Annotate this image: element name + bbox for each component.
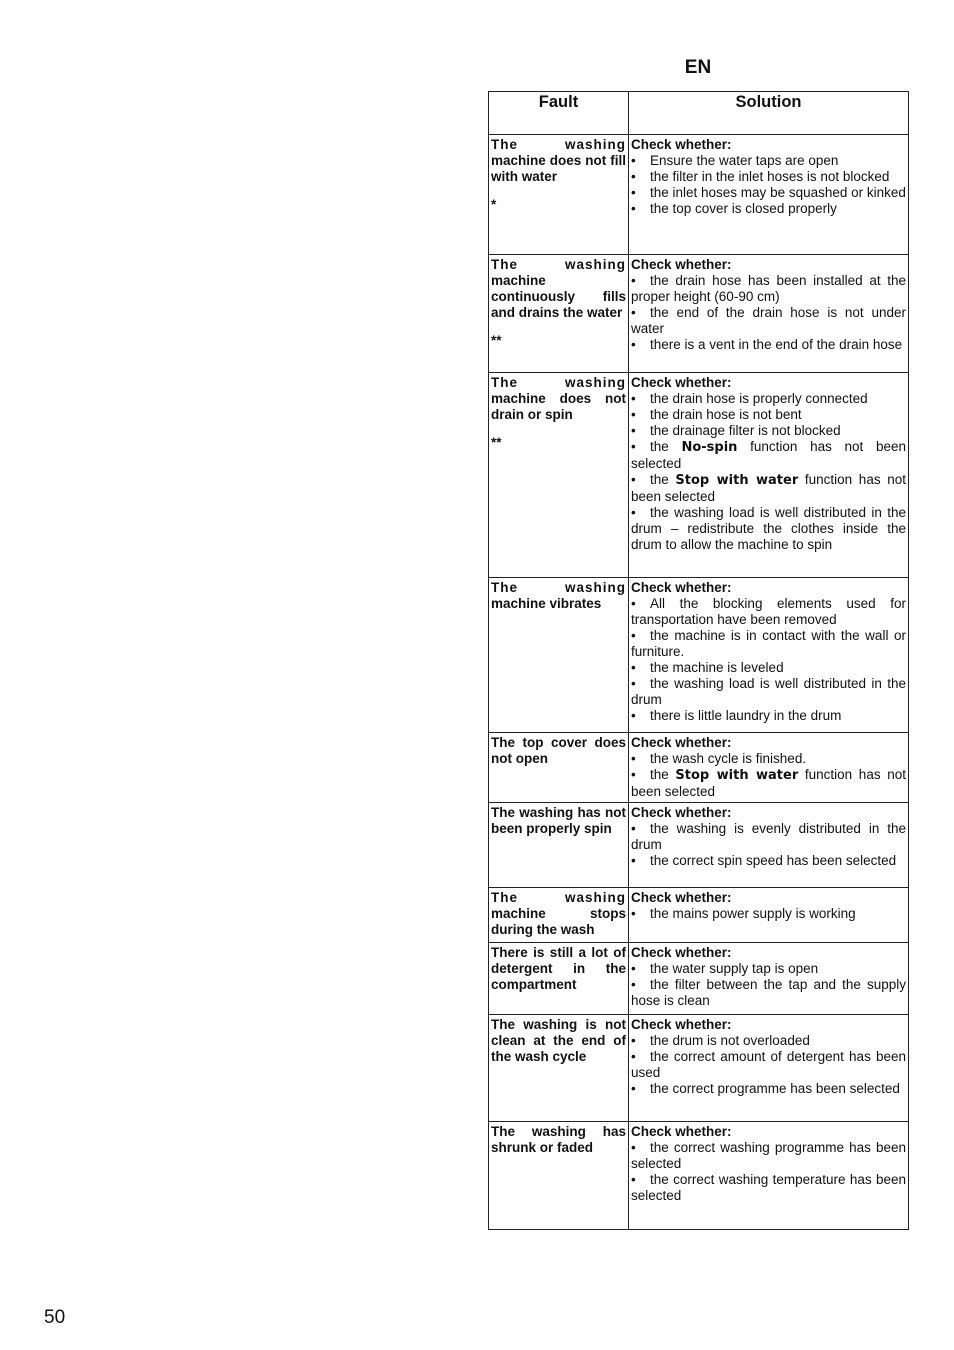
- check-heading: Check whether:: [631, 735, 732, 750]
- solution-item: [631, 961, 906, 977]
- fault-cell: [489, 733, 629, 803]
- solution-item: [631, 391, 906, 407]
- solution-item-text: the correct washing programme has been selected: [631, 1140, 906, 1171]
- bullet-icon: •: [631, 767, 636, 782]
- solution-cell: [629, 888, 909, 943]
- fault-footnote-marker: **: [491, 333, 502, 348]
- solution-item: [631, 767, 906, 800]
- solution-item: [631, 676, 906, 708]
- solution-cell: [629, 255, 909, 373]
- solution-cell: [629, 373, 909, 578]
- solution-item: [631, 169, 906, 185]
- bullet-icon: •: [631, 977, 636, 992]
- bullet-icon: •: [631, 676, 636, 691]
- solution-item: [631, 596, 906, 628]
- check-heading: Check whether:: [631, 257, 732, 272]
- solution-item-text: Ensure the water taps are open: [650, 153, 839, 168]
- solution-item-text: the machine is in contact with the wall or furniture.: [631, 628, 906, 659]
- solution-item-text: the top cover is closed properly: [650, 201, 837, 216]
- solution-item-text: the washing load is well distributed in the drum: [631, 676, 906, 707]
- solution-item: [631, 1033, 906, 1049]
- solution-item-text: the correct spin speed has been selected: [650, 853, 897, 868]
- function-name: Stop with water: [675, 768, 799, 783]
- check-heading: Check whether:: [631, 1124, 732, 1139]
- solution-cell: [629, 1015, 909, 1122]
- check-heading: Check whether:: [631, 580, 732, 595]
- fault-text: machine does not drain or spin: [491, 391, 626, 422]
- solution-item-text: the mains power supply is working: [650, 906, 856, 921]
- bullet-icon: •: [631, 1172, 636, 1187]
- table-row: [489, 1122, 909, 1230]
- bullet-icon: •: [631, 1081, 636, 1096]
- table-row: [489, 733, 909, 803]
- solution-item-text: the drain hose is not bent: [650, 407, 802, 422]
- table-row: [489, 135, 909, 255]
- fault-footnote-marker: **: [491, 435, 502, 450]
- bullet-icon: •: [631, 505, 636, 520]
- solution-item: [631, 708, 906, 724]
- function-name: Stop with water: [675, 473, 799, 488]
- solution-item: [631, 423, 906, 439]
- bullet-icon: •: [631, 407, 636, 422]
- fault-cell: [489, 373, 629, 578]
- solution-item-text: the drain hose has been installed at the proper height (60-90 cm): [631, 273, 906, 304]
- fault-text: The washing has shrunk or faded: [491, 1124, 626, 1155]
- solution-item: [631, 305, 906, 337]
- bullet-icon: •: [631, 273, 636, 288]
- table-row: [489, 1015, 909, 1122]
- solution-cell: [629, 1122, 909, 1230]
- fault-lead-text: The washing: [491, 137, 626, 152]
- table-header-row: [489, 92, 909, 135]
- solution-item: [631, 906, 906, 922]
- fault-cell: [489, 578, 629, 733]
- fault-cell: [489, 255, 629, 373]
- solution-item: [631, 853, 906, 869]
- table-row: [489, 255, 909, 373]
- fault-cell: [489, 1015, 629, 1122]
- solution-item-text: the machine is leveled: [650, 660, 784, 675]
- check-heading: Check whether:: [631, 890, 732, 905]
- solution-item-text: the wash cycle is finished.: [650, 751, 807, 766]
- solution-cell: [629, 943, 909, 1015]
- table-row: [489, 578, 909, 733]
- page-number: 50: [44, 1307, 66, 1328]
- function-name: No-spin: [681, 440, 738, 455]
- bullet-icon: •: [631, 1033, 636, 1048]
- solution-item-text: the end of the drain hose is not under water: [631, 305, 906, 336]
- fault-cell: [489, 943, 629, 1015]
- bullet-icon: •: [631, 439, 636, 454]
- solution-cell: [629, 578, 909, 733]
- fault-text: The washing is not clean at the end of the wash cycle: [491, 1017, 626, 1064]
- solution-item-text: the washing is evenly distributed in the drum: [631, 821, 906, 852]
- solution-item: [631, 505, 906, 553]
- solution-item-text: the drainage filter is not blocked: [650, 423, 841, 438]
- language-label: EN: [684, 57, 712, 78]
- solution-item: [631, 472, 906, 505]
- solution-item-text: the drain hose is properly connected: [650, 391, 868, 406]
- bullet-icon: •: [631, 1049, 636, 1064]
- solution-item: [631, 1049, 906, 1081]
- bullet-icon: •: [631, 660, 636, 675]
- bullet-icon: •: [631, 423, 636, 438]
- fault-cell: [489, 888, 629, 943]
- fault-text: machine continuously fills and drains the water: [491, 273, 626, 320]
- solution-item-text: the correct programme has been selected: [650, 1081, 900, 1096]
- solution-item: [631, 628, 906, 660]
- check-heading: Check whether:: [631, 375, 732, 390]
- bullet-icon: •: [631, 305, 636, 320]
- solution-item-text: the correct washing temperature has been selected: [631, 1172, 906, 1203]
- fault-text: The top cover does not open: [491, 735, 626, 766]
- solution-item-text: the washing load is well distributed in the drum – redistribute the clothes inside the drum to allow the machine to spin: [631, 505, 906, 552]
- bullet-icon: •: [631, 708, 636, 723]
- solution-item: [631, 660, 906, 676]
- solution-item: [631, 337, 906, 353]
- solution-item-text: the water supply tap is open: [650, 961, 819, 976]
- solution-item: [631, 1140, 906, 1172]
- solution-item: [631, 153, 906, 169]
- table-row: [489, 373, 909, 578]
- fault-text: machine stops during the wash: [491, 906, 626, 937]
- solution-item: [631, 407, 906, 423]
- solution-item: [631, 821, 906, 853]
- solution-item-text: the Stop with water function has not been selected: [631, 767, 906, 799]
- fault-lead-text: The washing: [491, 375, 626, 390]
- solution-cell: [629, 733, 909, 803]
- bullet-icon: •: [631, 169, 636, 184]
- solution-item: [631, 439, 906, 472]
- bullet-icon: •: [631, 628, 636, 643]
- bullet-icon: •: [631, 391, 636, 406]
- fault-lead-text: The washing: [491, 257, 626, 272]
- fault-cell: [489, 803, 629, 888]
- bullet-icon: •: [631, 853, 636, 868]
- fault-lead-text: The washing: [491, 580, 626, 595]
- solution-item-text: the filter between the tap and the supply hose is clean: [631, 977, 906, 1008]
- fault-footnote-marker: *: [491, 197, 497, 212]
- fault-text: machine does not fill with water: [491, 153, 626, 184]
- bullet-icon: •: [631, 153, 636, 168]
- solution-item-text: the Stop with water function has not been selected: [631, 472, 906, 504]
- solution-item-text: there is little laundry in the drum: [650, 708, 842, 723]
- bullet-icon: •: [631, 821, 636, 836]
- solution-item: [631, 751, 906, 767]
- check-heading: Check whether:: [631, 1017, 732, 1032]
- solution-cell: [629, 135, 909, 255]
- solution-item-text: All the blocking elements used for transportation have been removed: [631, 596, 906, 627]
- fault-column-header: Fault: [489, 92, 629, 135]
- solution-item: [631, 1172, 906, 1204]
- check-heading: Check whether:: [631, 945, 732, 960]
- bullet-icon: •: [631, 337, 636, 352]
- bullet-icon: •: [631, 906, 636, 921]
- solution-item-text: the inlet hoses may be squashed or kinked: [650, 185, 906, 200]
- fault-text: The washing has not been properly spin: [491, 805, 626, 836]
- check-heading: Check whether:: [631, 137, 732, 152]
- bullet-icon: •: [631, 185, 636, 200]
- solution-item: [631, 201, 906, 217]
- solution-item: [631, 185, 906, 201]
- bullet-icon: •: [631, 1140, 636, 1155]
- table-row: [489, 943, 909, 1015]
- fault-cell: [489, 135, 629, 255]
- solution-item-text: the correct amount of detergent has been used: [631, 1049, 906, 1080]
- table-row: [489, 888, 909, 943]
- bullet-icon: •: [631, 961, 636, 976]
- solution-item-text: the drum is not overloaded: [650, 1033, 810, 1048]
- fault-text: machine vibrates: [491, 596, 602, 611]
- solution-item-text: the filter in the inlet hoses is not blocked: [650, 169, 890, 184]
- table-row: [489, 803, 909, 888]
- check-heading: Check whether:: [631, 805, 732, 820]
- solution-item: [631, 273, 906, 305]
- solution-cell: [629, 803, 909, 888]
- solution-column-header: Solution: [629, 92, 909, 135]
- fault-lead-text: The washing: [491, 890, 626, 905]
- solution-item: [631, 977, 906, 1009]
- fault-cell: [489, 1122, 629, 1230]
- solution-item-text: there is a vent in the end of the drain hose: [650, 337, 903, 352]
- bullet-icon: •: [631, 201, 636, 216]
- bullet-icon: •: [631, 751, 636, 766]
- solution-item-text: the No-spin function has not been selected: [631, 439, 906, 471]
- solution-item: [631, 1081, 906, 1097]
- bullet-icon: •: [631, 596, 636, 611]
- bullet-icon: •: [631, 472, 636, 487]
- fault-text: There is still a lot of detergent in the compartment: [491, 945, 626, 992]
- troubleshooting-table: [488, 91, 909, 1230]
